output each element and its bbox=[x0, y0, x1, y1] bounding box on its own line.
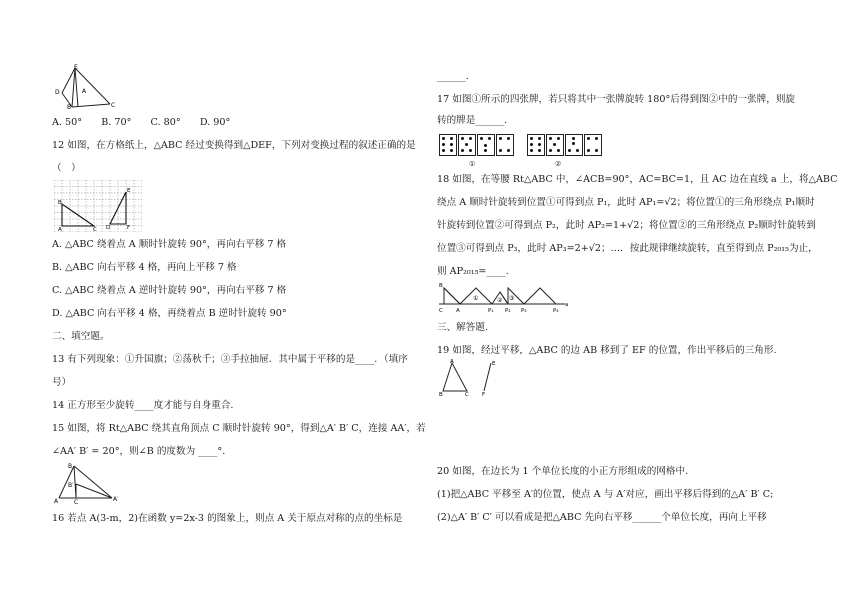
q16-line1: 16 若点 A(3-m，2)在函数 y=2x-3 的图象上，则点 A 关于原点对称的点的坐标是 bbox=[52, 513, 403, 524]
q12-option-b: B. △ABC 向右平移 4 格，再向上平移 7 格 bbox=[52, 262, 237, 273]
fig-label-B: B bbox=[439, 283, 443, 289]
fig-label-F: F bbox=[482, 392, 486, 397]
fig-label-P4: P₄ bbox=[553, 308, 559, 314]
fig-label-D: D bbox=[55, 89, 60, 96]
q11-options: A. 50° B. 70° C. 80° D. 90° bbox=[52, 117, 231, 128]
q18-rotation-figure bbox=[439, 282, 571, 314]
card-1c bbox=[477, 134, 495, 156]
q20-line2: (1)把△ABC 平移至 A′的位置，使点 A 与 A′对应，画出平移后得到的△A′ B′ C; bbox=[437, 489, 774, 500]
q18-line4: 位置③可得到点 P₃，此时 AP₃=2+√2；…．按此规律继续旋转，直至得到点 P₂₀₁₅为止， bbox=[437, 243, 818, 254]
q12-stem-line1: 12 如图，在方格纸上，△ABC 经过变换得到△DEF，下列对变换过程的叙述正确的是 bbox=[52, 140, 416, 151]
q15-line2: ∠AA′ B′ = 20°，则∠B 的度数为 ____°. bbox=[52, 446, 226, 457]
fig-label-E: E bbox=[127, 188, 131, 194]
fig-label-E: E bbox=[492, 361, 496, 367]
fig-label-B-prime: B′ bbox=[68, 482, 74, 489]
card-2d bbox=[584, 134, 602, 156]
q17-label-1: ① bbox=[469, 160, 476, 168]
q20-line1: 20 如图，在边长为 1 个单位长度的小正方形组成的网格中. bbox=[437, 466, 689, 477]
q18-line3: 针旋转到位置②可得到点 P₂，此时 AP₂=1+√2；将位置②的三角形绕点 P₂顺时针旋转到 bbox=[437, 220, 816, 231]
card-2b bbox=[546, 134, 564, 156]
q18-line1: 18 如图，在等腰 Rt△ABC 中，∠ACB=90°，AC=BC=1，且 AC 边在直线 a 上，将△ABC bbox=[437, 174, 838, 185]
fig-label-pos1: ① bbox=[473, 295, 479, 302]
q12-stem-line2: （ ） bbox=[52, 163, 81, 174]
card-2a bbox=[527, 134, 545, 156]
section-fill-in-heading: 二、填空题。 bbox=[52, 331, 110, 342]
q14-text: 14 正方形至少旋转____度才能与自身重合. bbox=[52, 400, 234, 411]
q15-line1: 15 如图，将 Rt△ABC 绕其直角顶点 C 顺时针旋转 90°，得到△A′ B′ C，连接 AA′，若 bbox=[52, 423, 426, 434]
q11-triangle-figure bbox=[54, 64, 120, 110]
q19-text: 19 如图，经过平移，△ABC 的边 AB 移到了 EF 的位置，作出平移后的三角形. bbox=[437, 345, 777, 356]
q17-label-2: ② bbox=[555, 160, 562, 168]
fig-label-A: A bbox=[54, 498, 59, 504]
fig-label-A: A bbox=[82, 88, 87, 95]
q15-rotation-figure bbox=[54, 462, 120, 504]
fig-label-P2: P₂ bbox=[505, 308, 511, 314]
fig-label-C: C bbox=[74, 499, 79, 504]
fig-label-C: C bbox=[439, 308, 443, 314]
q18-line2: 绕点 A 顺时针旋转到位置①可得到点 P₁，此时 AP₁=√2；将位置①的三角形绕点 P₁顺时 bbox=[437, 197, 815, 208]
q13-line2: 号） bbox=[52, 377, 72, 388]
fig-label-F: F bbox=[127, 225, 131, 231]
fig-label-B: B bbox=[58, 200, 62, 206]
right-column bbox=[437, 0, 838, 608]
fig-label-B: B bbox=[67, 104, 72, 110]
fig-label-A-prime: A′ bbox=[113, 496, 119, 503]
fig-label-E: E bbox=[74, 64, 78, 71]
q17-line1: 17 如图①所示的四张牌，若只将其中一张牌旋转 180°后得到图②中的一张牌，则旋 bbox=[437, 94, 796, 105]
left-column bbox=[52, 0, 432, 608]
q12-option-d: D. △ABC 向右平移 4 格，再绕着点 B 逆时针旋转 90° bbox=[52, 308, 287, 319]
q17-line2: 转的牌是______. bbox=[437, 115, 508, 126]
fig-label-B: B bbox=[68, 463, 73, 470]
card-2c bbox=[565, 134, 583, 156]
q13-line1: 13 有下列现象：①升国旗；②荡秋千；③手拉抽屉．其中属于平移的是____．（填序 bbox=[52, 354, 408, 365]
fig-label-P3: P₃ bbox=[521, 308, 527, 314]
q20-line3: (2)△A′ B′ C′ 可以看成是把△ABC 先向右平移______个单位长度，再向上平移 bbox=[437, 512, 767, 523]
q17-cards-figure bbox=[439, 134, 599, 170]
fig-label-pos3: ③ bbox=[509, 295, 515, 302]
fig-label-pos2: ② bbox=[497, 297, 503, 304]
fig-label-B: B bbox=[439, 392, 443, 397]
q12-option-c: C. △ABC 绕着点 A 逆时针旋转 90°，再向右平移 7 格 bbox=[52, 285, 287, 296]
fig-label-C: C bbox=[111, 102, 116, 109]
q19-translation-figure bbox=[439, 359, 499, 397]
fig-label-D: D bbox=[106, 225, 111, 231]
fig-label-A: A bbox=[456, 308, 460, 314]
q18-line5: 则 AP₂₀₁₅=____. bbox=[437, 266, 509, 277]
fig-label-A: A bbox=[58, 227, 62, 232]
fig-label-P1: P₁ bbox=[488, 308, 494, 314]
card-1b bbox=[458, 134, 476, 156]
q12-grid-figure bbox=[54, 180, 142, 232]
card-1a bbox=[439, 134, 457, 156]
fig-label-A: A bbox=[450, 359, 454, 365]
fig-label-line-a: a bbox=[565, 302, 569, 308]
fig-label-C: C bbox=[93, 227, 97, 232]
section-solution-heading: 三、解答题. bbox=[437, 322, 489, 333]
fig-label-C: C bbox=[465, 392, 469, 397]
q16-answer-blank: ______. bbox=[437, 71, 469, 82]
card-1d bbox=[496, 134, 514, 156]
q12-option-a: A. △ABC 绕着点 A 顺时针旋转 90°，再向右平移 7 格 bbox=[52, 239, 287, 250]
